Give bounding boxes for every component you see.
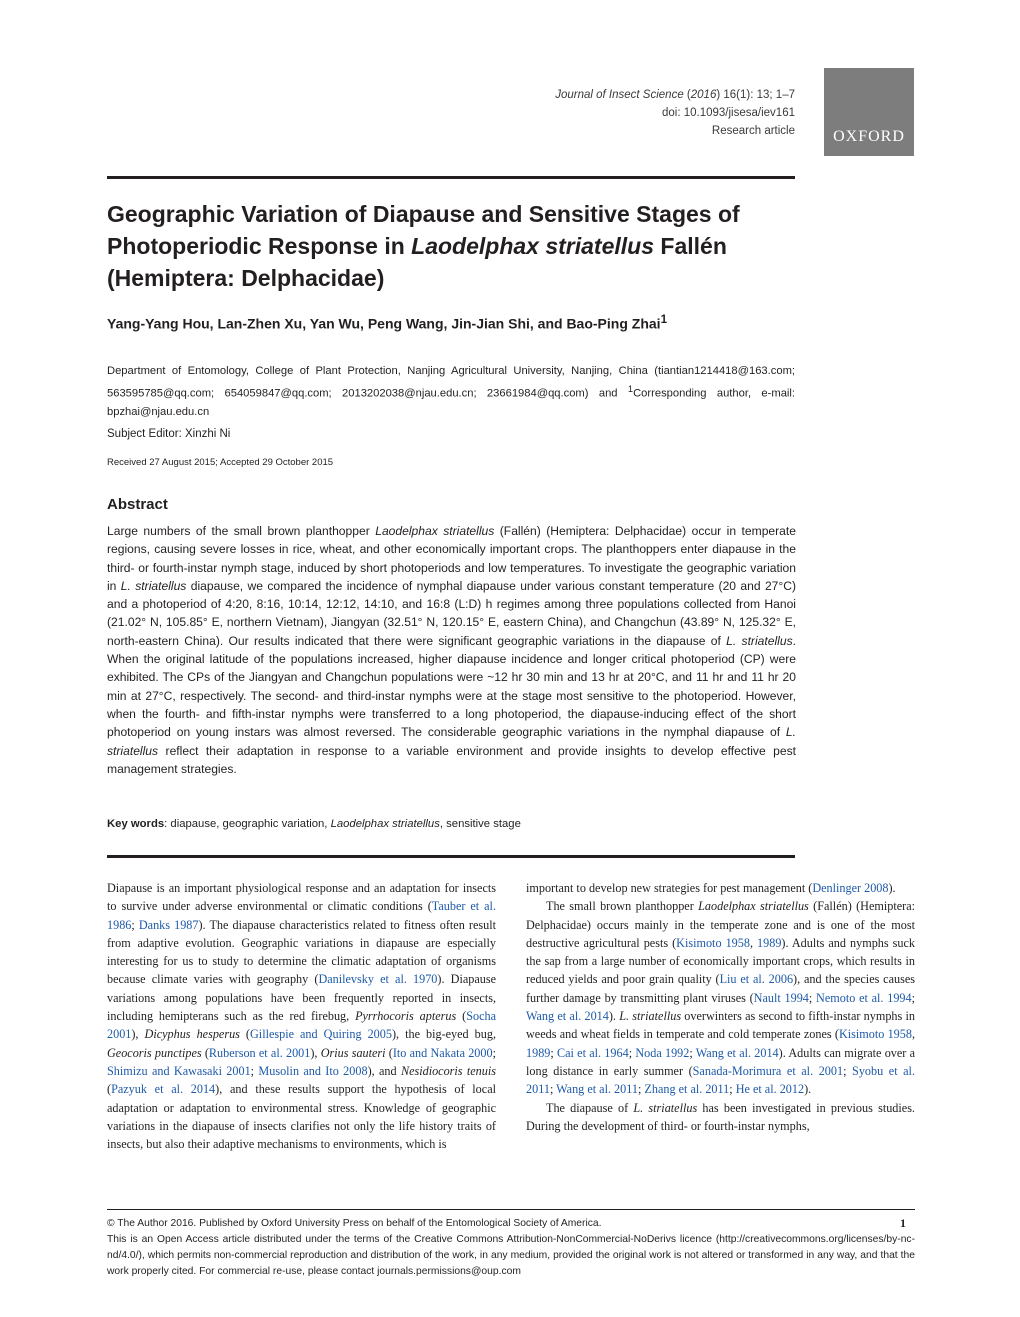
citation-link[interactable]: Ruberson et al. 2001 [208, 1045, 311, 1060]
citation-link[interactable]: Musolin and Ito 2008 [258, 1063, 368, 1078]
citation-link[interactable]: Kisimoto 1958 [676, 935, 750, 950]
affiliation-text-2: Corresponding author, e-mail: bpzhai@njau.edu.cn [107, 387, 795, 418]
doi[interactable]: doi: 10.1093/jisesa/iev161 [662, 107, 795, 119]
volume-issue: 16(1): 13; 1–7 [723, 89, 795, 101]
author-sup: 1 [660, 313, 668, 326]
journal-year: 2016 [690, 89, 717, 101]
oxford-logo [824, 68, 914, 156]
citation-link[interactable]: Danks 1987 [138, 917, 199, 932]
subject-editor: Subject Editor: Xinzhi Ni [107, 428, 231, 440]
copyright: © The Author 2016. Published by Oxford University Press on behalf of the Entomological Society of America. [107, 1218, 602, 1229]
citation-link[interactable]: Tauber et al. 1986 [107, 899, 496, 932]
citation-link[interactable]: Socha 2001 [107, 1009, 496, 1042]
citation-link[interactable]: Sanada-Morimura et al. 2001 [692, 1063, 844, 1078]
article-title [107, 198, 807, 294]
citation-link[interactable]: Nemoto et al. 1994 [816, 990, 912, 1005]
license-text: This is an Open Access article distributed under the terms of the Creative Commons Attribution-NonCommercial-NoDerivs licence (http://creativecommons.org/licenses/by-nc-nd/4.0/), which permits non-commercial reproduction and distribution of the work, in any medium, provided the original work is not altered or transformed in any way, and that the work properly cited. For commercial re-use, please contact journals.permissions@oup.com [107, 1234, 915, 1277]
abstract-bottom-rule [107, 855, 795, 858]
title-text-2: Fallén (Hemiptera: Delphacidae) [107, 233, 727, 291]
citation-link[interactable]: He et al. 2012 [735, 1082, 805, 1097]
affiliation [107, 362, 795, 421]
oxford-logo-text: OXFORD [833, 128, 905, 145]
citation-link[interactable]: Wang et al. 2014 [695, 1045, 779, 1060]
citation-link[interactable]: Syobu et al. 2011 [526, 1063, 915, 1097]
title-text-1: Geographic Variation of Diapause and Sensitive Stages of Photoperiodic Response in [107, 201, 740, 259]
citation-link[interactable]: Ito and Nakata 2000 [392, 1045, 493, 1060]
page-number: 1 [900, 1216, 906, 1230]
citation-link[interactable]: Cai et al. 1964 [557, 1045, 629, 1060]
paragraph: important to develop new strategies for pest management (Denlinger 2008). [526, 881, 896, 895]
abstract-body: Large numbers of the small brown planthopper Laodelphax striatellus (Fallén) (Hemiptera: Delphacidae) occur in temperate regions, causing severe losses in rice, wheat, and other economically important crops. The planthoppers enter diapause in the third- or fourth-instar nymph stage, induced by short photoperiods and low temperatures. To investigate the geographic variation in L. striatellus diapause, we compared the incidence of nymphal diapause under various constant temperature (20 and 27°C) and a photoperiod of 4:20, 8:16, 10:14, 12:12, 14:10, and 16:8 (L:D) h regimes among three populations collected from Hanoi (21.02° N, 105.85° E, northern Vietnam), Jiangyan (32.51° N, 120.15° E, eastern China), and Changchun (43.89° N, 125.32° E, north-eastern China). Our results indicated that there were significant geographic variations in the diapause of L. striatellus. When the original latitude of the populations increased, higher diapause incidence and longer critical photoperiod (CP) were exhibited. The CPs of the Jiangyan and Changchun populations were ~12 hr 30 min and 13 hr at 20°C, and 11 hr and 11 hr 20 min at 27°C, respectively. The second- and third-instar nymphs were at the stage most sensitive to the photoperiod. However, when the fourth- and fifth-instar nymphs were transferred to a long photoperiod, the diapause-inducing effect of the short photoperiod on young instars was almost reversed. The considerable geographic variations in the nymphal diapause of L. striatellus reflect their adaptation in response to a variable environment and provide insights to develop effective pest management strategies. [107, 524, 796, 776]
received-dates: Received 27 August 2015; Accepted 29 October 2015 [107, 457, 334, 468]
title-species: Laodelphax striatellus [411, 233, 655, 259]
citation-link[interactable]: Liu et al. 2006 [719, 972, 794, 987]
citation-link[interactable]: 1989 [757, 935, 782, 950]
journal-name: Journal of Insect Science [555, 89, 684, 101]
citation-link[interactable]: Pazyuk et al. 2014 [111, 1082, 216, 1097]
paragraph: Diapause is an important physiological response and an adaptation for insects to survive under adverse environmental or climatic conditions (Tauber et al. 1986; Danks 1987). The diapause characteristics related to fitness often result from adaptive evolution. Geographic variations in diapause are especially interesting for us to study to determine the climatic adaptation of organisms because climate varies with geography (Danilevsky et al. 1970). Diapause variations among populations have been frequently reported in insects, including hemipterans such as the red firebug, Pyrrhocoris apterus (Socha 2001), Dicyphus hesperus (Gillespie and Quiring 2005), the big-eyed bug, Geocoris punctipes (Ruberson et al. 2001), Orius sauteri (Ito and Nakata 2000; Shimizu and Kawasaki 2001; Musolin and Ito 2008), and Nesidiocoris tenuis (Pazyuk et al. 2014), and these results support the hypothesis of local adaptation or adaptation to environmental stress. Knowledge of geographic variations in the diapause of insects clarifies not only the life history traits of insects, but also their adaptive mechanisms to environments, which is [107, 881, 497, 1152]
citation-link[interactable]: Denlinger 2008 [812, 881, 889, 895]
citation-link[interactable]: Zhang et al. 2011 [644, 1082, 730, 1097]
citation-link[interactable]: 1989 [526, 1045, 551, 1060]
affiliation-text-1: Department of Entomology, College of Plant Protection, Nanjing Agricultural University, Nanjing, China (tiantian1214418@163.com; 563595785@qq.com; 654059847@qq.com; 2013202038@njau.edu.cn; 23661984@qq.com) and [107, 365, 795, 400]
citation-link[interactable]: Wang et al. 2011 [556, 1082, 638, 1097]
affiliation-sup: 1 [627, 384, 634, 394]
citation-link[interactable]: Wang et al. 2014 [526, 1009, 609, 1024]
abstract-heading: Abstract [107, 496, 168, 513]
article-type: Research article [711, 125, 795, 137]
top-rule [107, 176, 795, 179]
citation-link[interactable]: Kisimoto 1958 [838, 1027, 912, 1042]
footer-license [107, 1216, 915, 1280]
paragraph: The diapause of L. striatellus has been investigated in previous studies. During the development of third- or fourth-instar nymphs, [526, 1100, 915, 1133]
author-names: Yang-Yang Hou, Lan-Zhen Xu, Yan Wu, Peng Wang, Jin-Jian Shi, and Bao-Ping Zhai [107, 315, 661, 332]
citation-link[interactable]: Noda 1992 [635, 1045, 690, 1060]
citation-link[interactable]: Gillespie and Quiring 2005 [250, 1027, 392, 1042]
keywords-label: Key words [107, 818, 165, 830]
body-column-right [526, 879, 915, 1135]
footer-rule [107, 1209, 915, 1210]
citation-link[interactable]: Shimizu and Kawasaki 2001 [107, 1063, 251, 1078]
paragraph: The small brown planthopper Laodelphax striatellus (Fallén) (Hemiptera: Delphacidae) occurs mainly in the temperate zone and is one of the most destructive agricultural pests (Kisimoto 1958, 1989). Adults and nymphs suck the sap from a large number of economically important crops, which results in reduced yields and poor grain quality (Liu et al. 2006), and the species causes further damage by transmitting plant viruses (Nault 1994; Nemoto et al. 1994; Wang et al. 2014). L. striatellus overwinters as second to fifth-instar nymphs in weeds and wheat fields in temperate and cold temperate zones (Kisimoto 1958, 1989; Cai et al. 1964; Noda 1992; Wang et al. 2014). Adults can migrate over a long distance in early summer (Sanada-Morimura et al. 2001; Syobu et al. 2011; Wang et al. 2011; Zhang et al. 2011; He et al. 2012). [526, 899, 916, 1097]
author-list [107, 309, 797, 335]
citation-link[interactable]: Danilevsky et al. 1970 [318, 972, 438, 987]
body-column-left [107, 879, 496, 1153]
journal-citation: Journal of Insect Science (2016) 16(1): 13; 1–7 doi: 10.1093/jisesa/iev161 Research article [555, 86, 795, 140]
keywords: Key words: diapause, geographic variation, Laodelphax striatellus, sensitive stage [107, 818, 521, 830]
citation-link[interactable]: Nault 1994 [753, 990, 809, 1005]
